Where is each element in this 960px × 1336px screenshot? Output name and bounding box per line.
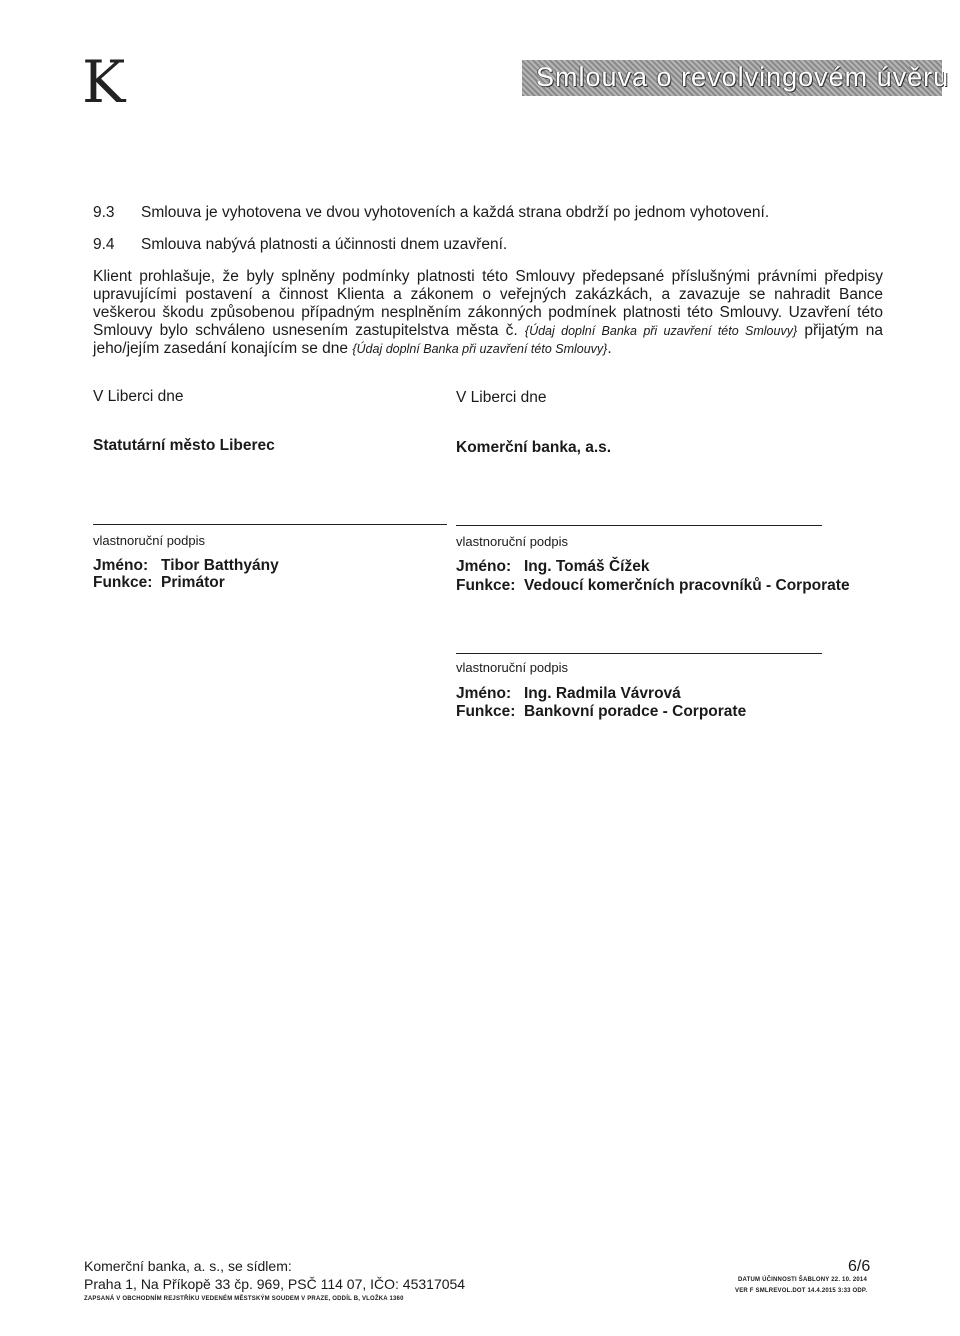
paragraph-text: Klient prohlašuje, že byly splněny podmínky platnosti této Smlouvy předepsané příslušnými právními předpisy upravujícími postavení a činnost Klienta a zákonem o veřejných zakázkách, a zavazuje se nahradit Bance veškerou škodu způsobenou případným nesplněním zákonných podmínek platnosti této Smlouvy. Uzavření této Smlouvy bylo schváleno usnesením zastupitelstva města č. — [93, 268, 883, 339]
k-logo-icon — [80, 52, 142, 108]
left-role-row — [93, 574, 225, 592]
signatory-name: Ing. Tomáš Čížek — [524, 558, 650, 575]
name-label: Jméno: — [93, 557, 149, 574]
left-name-row — [93, 557, 279, 575]
clause-9-3 — [93, 204, 769, 222]
bank-logo — [80, 52, 142, 108]
name-label: Jméno: — [456, 685, 512, 702]
paragraph-text: přijatým na jeho/jejím zasedání konajícím se dne — [93, 322, 884, 357]
signatory-name: Ing. Radmila Vávrová — [524, 685, 681, 702]
clause-9-4 — [93, 236, 507, 254]
right-role-row — [456, 577, 850, 595]
signatory-role: Bankovní poradce - Corporate — [524, 703, 747, 720]
right2-name-row — [456, 685, 681, 703]
right2-signature-label: vlastnoruční podpis — [456, 660, 569, 675]
placeholder-meeting-date: {Údaj doplní Banka při uzavření této Smlouvy} — [352, 342, 608, 356]
name-label: Jméno: — [456, 558, 512, 575]
client-declaration-paragraph — [93, 268, 883, 358]
placeholder-resolution-number: {Údaj doplní Banka při uzavření této Smlouvy} — [524, 324, 798, 338]
footer-bank-name: Komerční banka, a. s., se sídlem: — [84, 1258, 292, 1274]
signatory-role: Vedoucí komerčních pracovníků - Corporate — [524, 577, 850, 594]
logo-letter: K — [82, 52, 126, 108]
role-label: Funkce: — [456, 577, 516, 594]
left-party-name: Statutární město Liberec — [93, 437, 275, 454]
signatory-role: Primátor — [161, 574, 225, 591]
clause-text: Smlouva je vyhotovena ve dvou vyhotoveních a každá strana obdrží po jednom vyhotovení. — [141, 204, 770, 221]
right-name-row — [456, 558, 649, 576]
right2-signature-line — [456, 653, 822, 654]
right2-role-row — [456, 703, 746, 721]
right-place-date: V Liberci dne — [456, 389, 547, 406]
footer-address: Praha 1, Na Příkopě 33 čp. 969, PSČ 114 07, IČO: 45317054 — [84, 1276, 466, 1292]
left-signature-line — [93, 524, 447, 525]
template-version: VER F SMLREVOL.DOT 14.4.2015 3:33 ODP. — [735, 1288, 868, 1294]
clause-text: Smlouva nabývá platnosti a účinnosti dnem uzavření. — [141, 236, 508, 253]
template-effective-date: DATUM ÚČINNOSTI ŠABLONY 22. 10. 2014 — [738, 1277, 868, 1283]
footer-registry: ZAPSANÁ V OBCHODNÍM REJSTŘÍKU VEDENÉM MĚSTSKÝM SOUDEM V PRAZE, ODDÍL B, VLOŽKA 1360 — [84, 1296, 404, 1302]
paragraph-text: . — [607, 340, 612, 357]
document-title-banner — [522, 60, 950, 96]
role-label: Funkce: — [93, 574, 153, 591]
page-number: 6/6 — [848, 1258, 871, 1275]
right-party-name: Komerční banka, a.s. — [456, 439, 612, 456]
right-signature-label: vlastnoruční podpis — [456, 534, 569, 549]
left-signature-label: vlastnoruční podpis — [93, 533, 206, 548]
clause-number: 9.4 — [93, 236, 115, 253]
role-label: Funkce: — [456, 703, 516, 720]
clause-number: 9.3 — [93, 204, 115, 221]
left-place-date: V Liberci dne — [93, 388, 184, 405]
right-signature-line — [456, 525, 822, 526]
document-title: Smlouva o revolvingovém úvěru — [536, 62, 950, 92]
signatory-name: Tibor Batthyány — [161, 557, 279, 574]
